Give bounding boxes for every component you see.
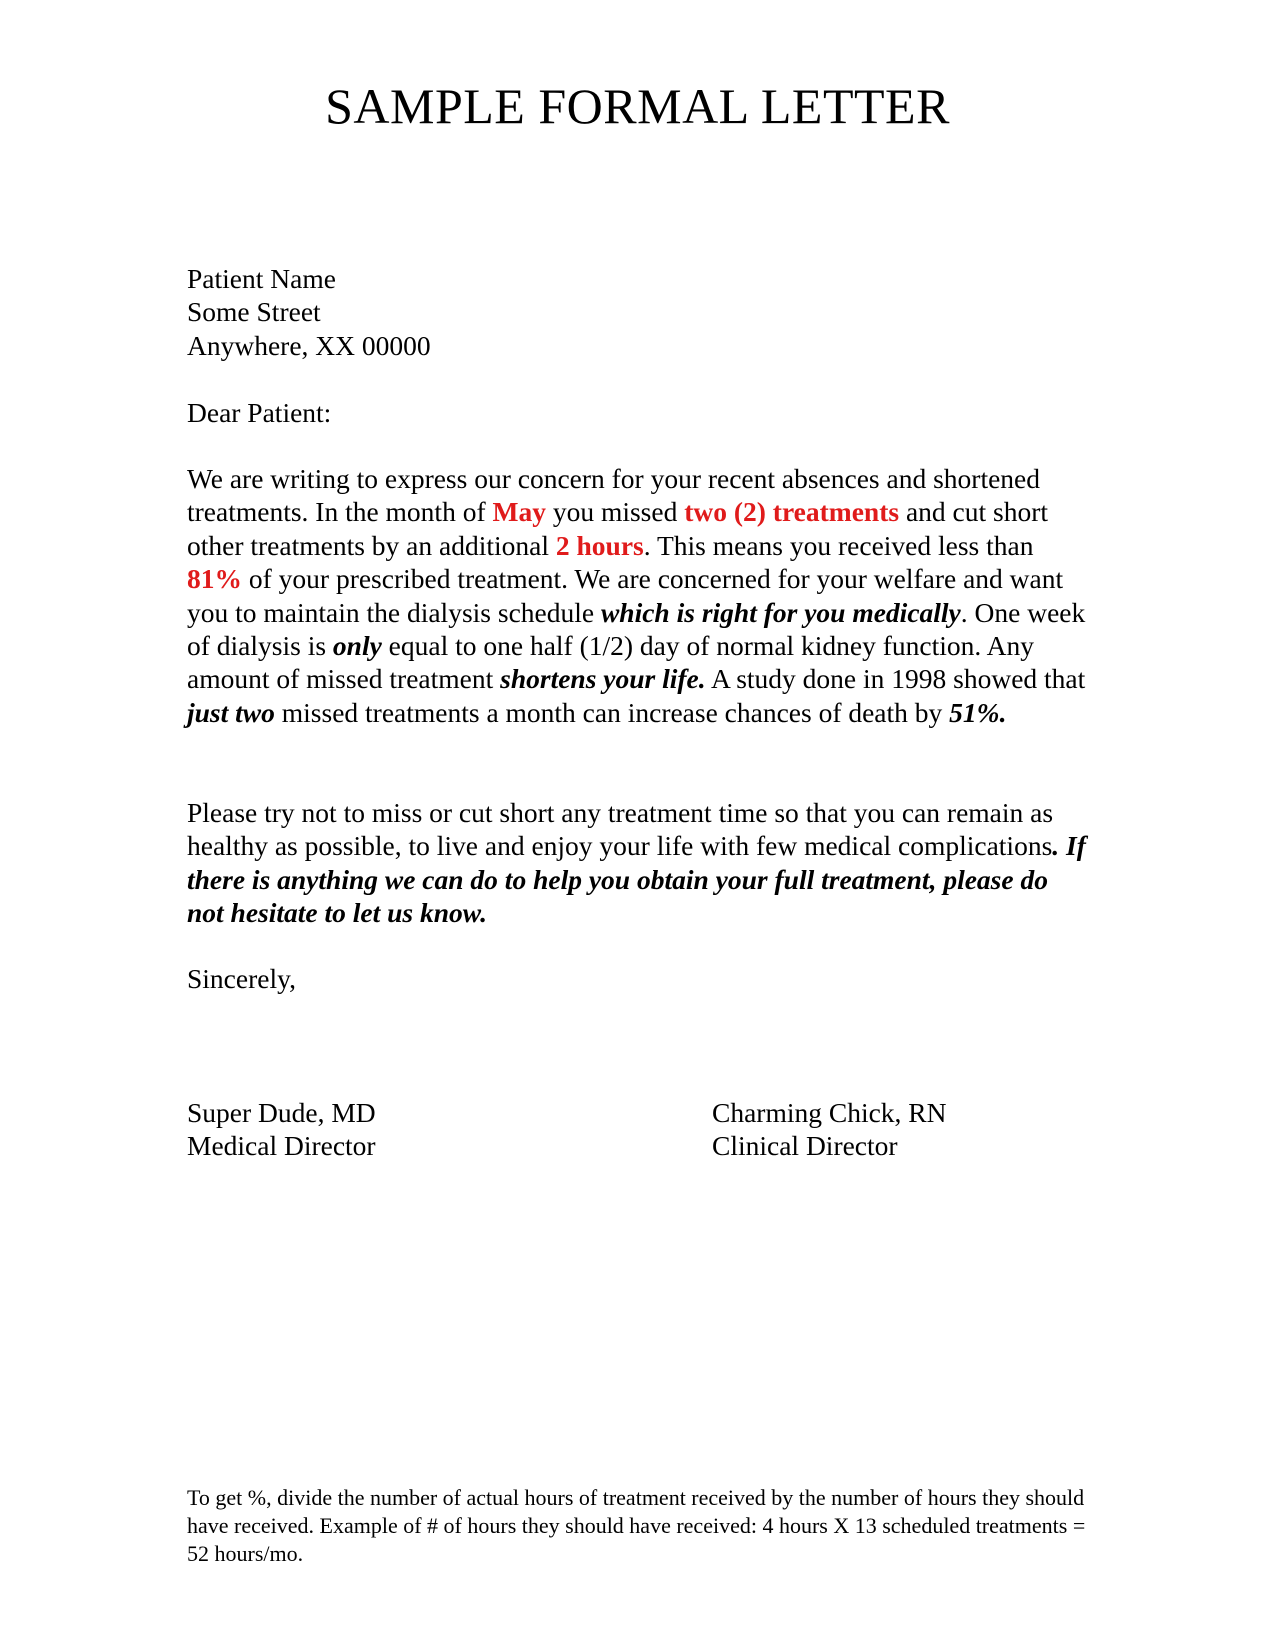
p1-text-8: A study done in 1998 showed that — [705, 663, 1086, 695]
signer-role: Medical Director — [187, 1130, 376, 1162]
emphasis-death-percent: 51%. — [949, 696, 1007, 728]
p1-text-3: and cut short other treatments by an additional — [187, 496, 1048, 561]
salutation: Dear Patient: — [187, 397, 332, 428]
emphasis-shortens-life: shortens your life. — [500, 663, 706, 695]
signer-role: Clinical Director — [712, 1130, 898, 1162]
closing: Sincerely, — [187, 963, 296, 994]
recipient-name: Patient Name — [187, 263, 336, 294]
p1-text-1: We are writing to express our concern for your recent absences and shortened treatments. In the month of — [187, 463, 1040, 528]
signature-block-left — [187, 1096, 376, 1163]
recipient-street: Some Street — [187, 296, 321, 328]
p2-text-1: Please try not to miss or cut short any treatment time so that you can remain as healthy as possible, to live and enjoy your life with few medical complications — [187, 797, 1054, 862]
signer-name: Super Dude, MD — [187, 1097, 376, 1128]
highlight-month: May — [492, 496, 546, 528]
p1-text-5: of your prescribed treatment. We are concerned for your welfare and want you to maintain the dialysis schedule — [187, 563, 1064, 628]
highlight-percent: 81% — [187, 563, 242, 595]
emphasis-just-two: just two — [187, 696, 275, 728]
emphasis-only: only — [332, 630, 382, 662]
page-title: SAMPLE FORMAL LETTER — [325, 78, 950, 134]
p1-text-4: . This means you received less than — [643, 529, 1034, 561]
highlight-hours: 2 hours — [555, 529, 644, 561]
paragraph-request — [187, 796, 1087, 930]
signer-name: Charming Chick, RN — [712, 1097, 947, 1128]
signature-block-right — [712, 1096, 947, 1163]
p1-text-6: . One week of dialysis is — [187, 596, 1086, 662]
emphasis-help-offer: . If there is anything we can do to help you obtain your full treatment, please do not hesitate to let us know. — [187, 830, 1086, 929]
recipient-city: Anywhere, XX 00000 — [187, 329, 431, 361]
p1-text-7: equal to one half (1/2) day of normal kidney function. Any amount of missed treatment — [187, 630, 1034, 695]
footnote: To get %, divide the number of actual hours of treatment received by the number of hours they should have received. Example of # of hours they should have received: 4 hours X 13 scheduled treatments = 52 hours/mo. — [187, 1485, 1086, 1566]
recipient-address — [187, 262, 1087, 362]
highlight-missed-treatments: two (2) treatments — [684, 496, 900, 528]
p1-text-9: missed treatments a month can increase chances of death by — [274, 696, 950, 728]
emphasis-right-for-you: which is right for you medically — [600, 596, 961, 628]
paragraph-concern — [187, 462, 1087, 729]
p1-text-2: you missed — [545, 496, 685, 528]
